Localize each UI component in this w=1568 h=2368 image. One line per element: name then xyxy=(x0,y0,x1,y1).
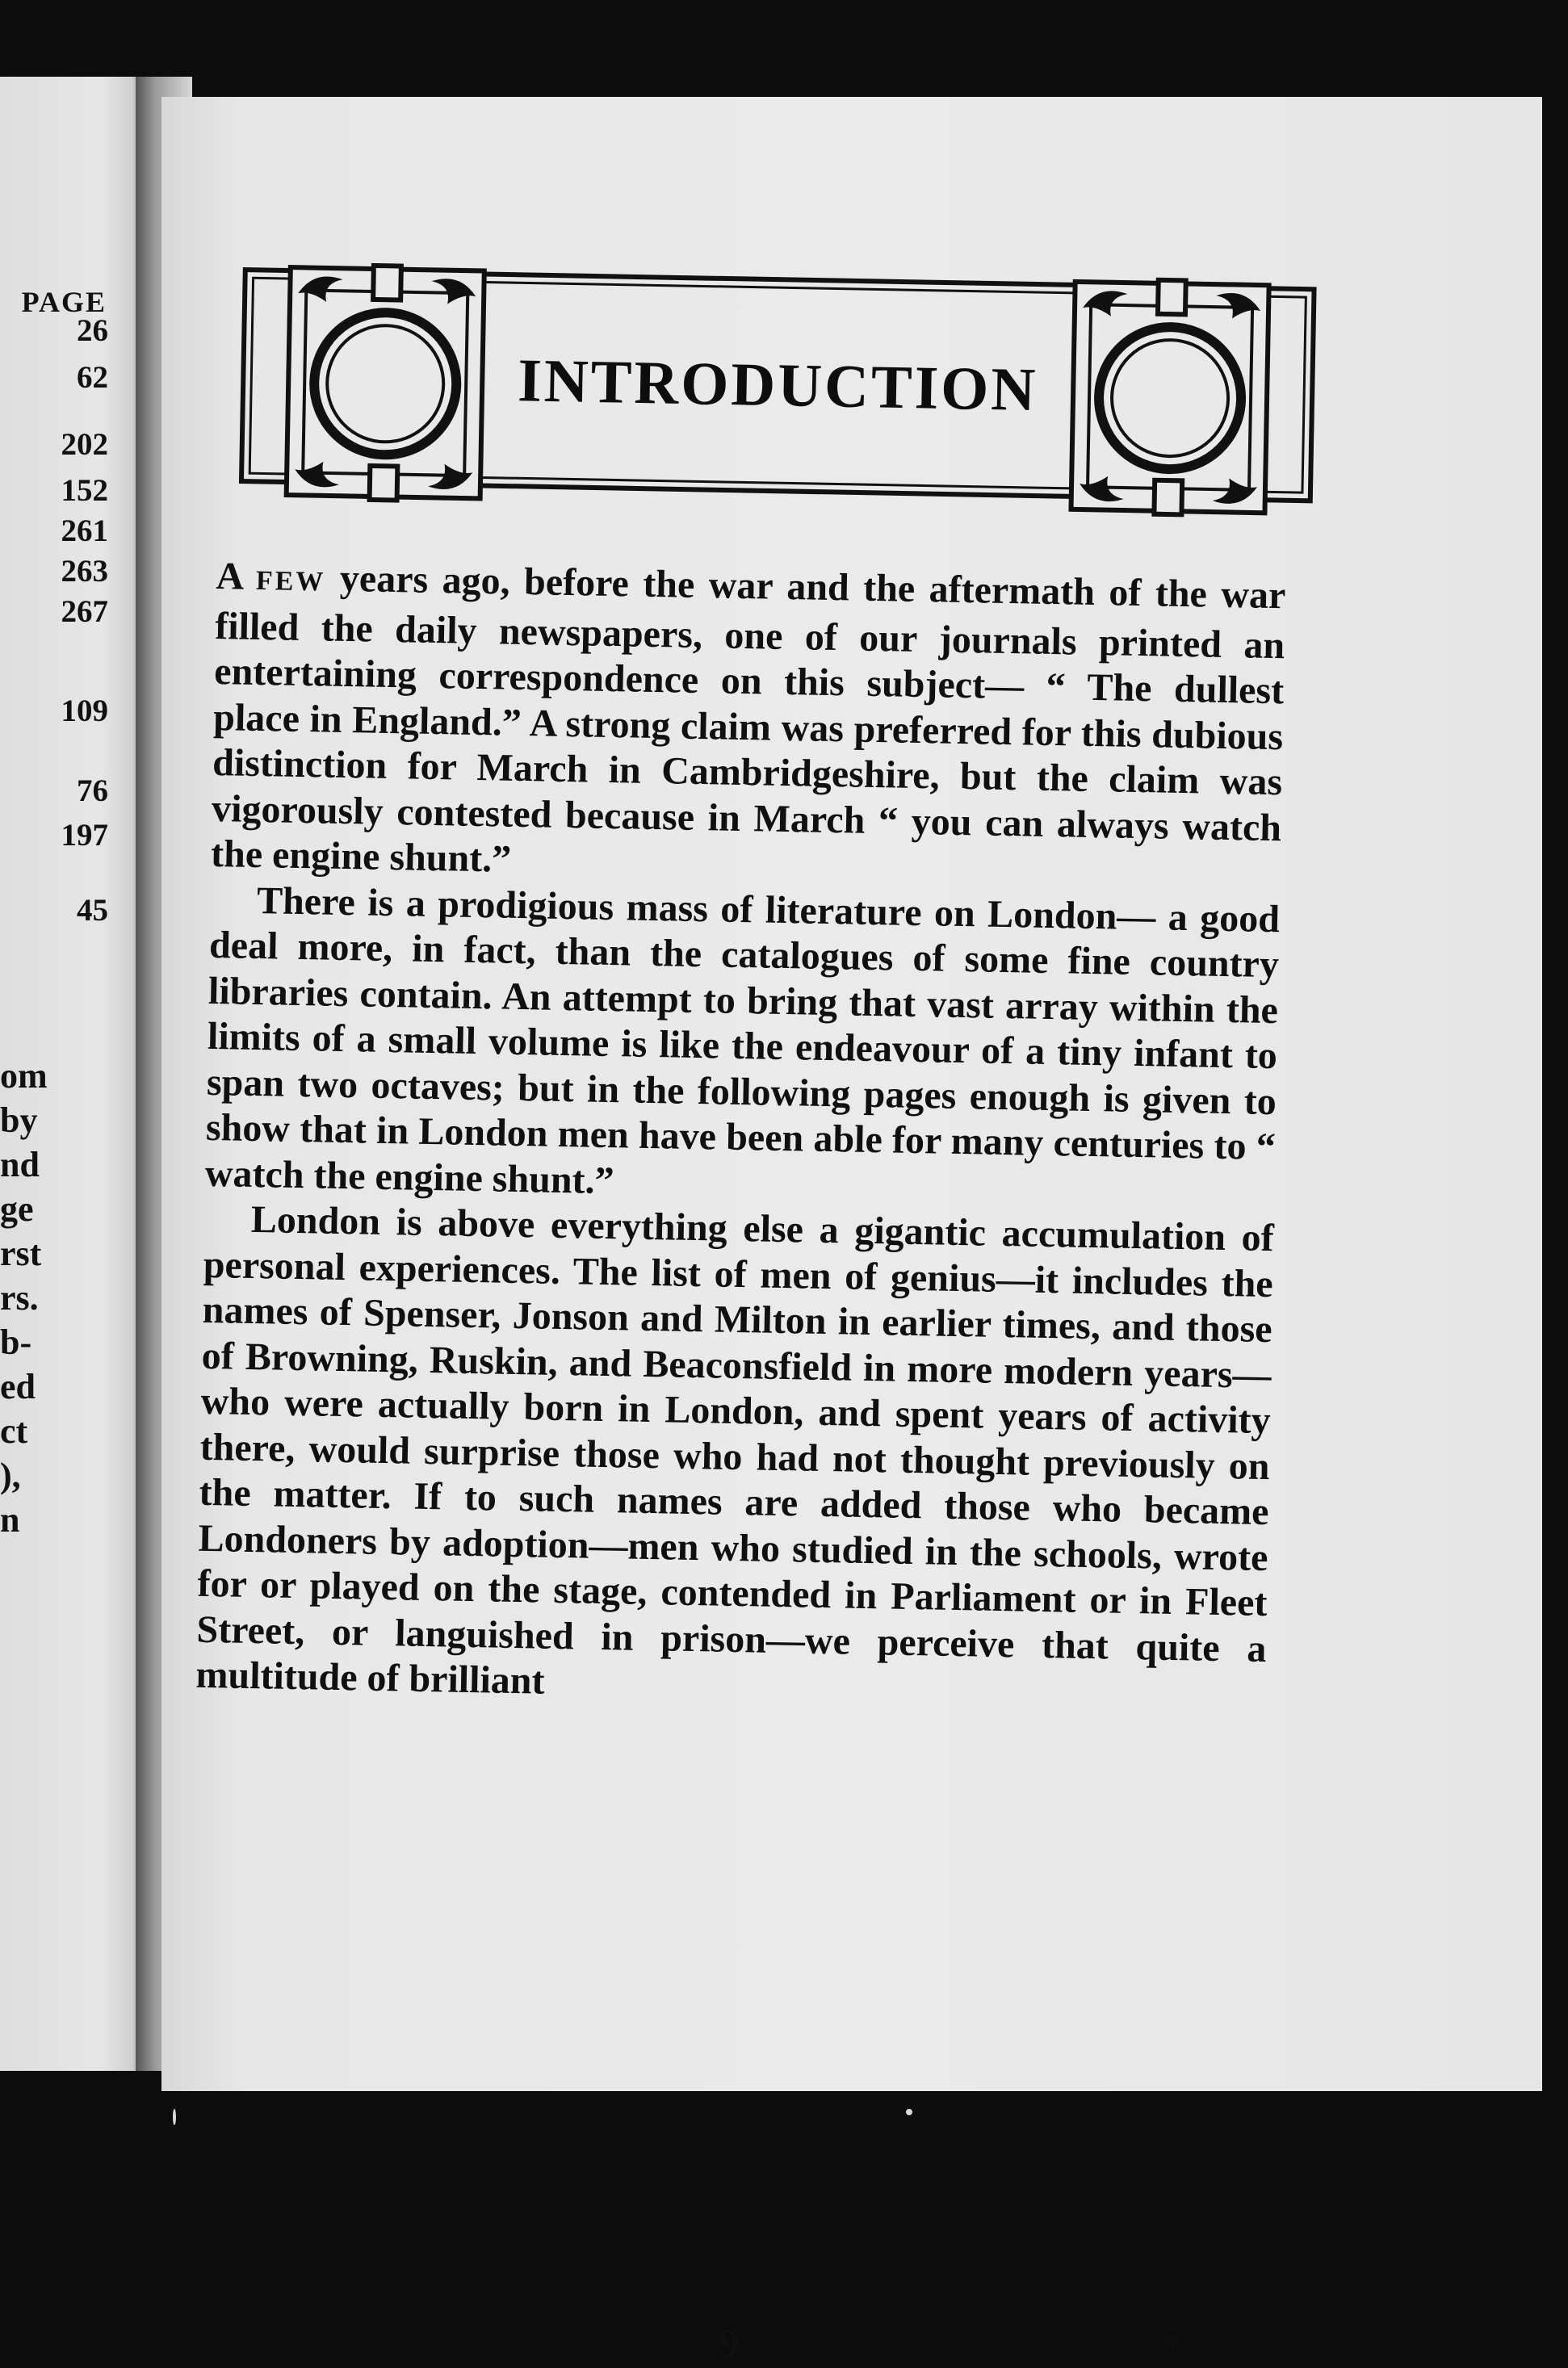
text-fragment: ed xyxy=(0,1367,36,1406)
toc-page-number: 267 xyxy=(61,594,108,629)
toc-page-number: 62 xyxy=(77,360,108,395)
dust-speck xyxy=(173,2109,176,2125)
toc-page-number: 202 xyxy=(61,427,108,462)
text-fragment: by xyxy=(0,1100,38,1140)
dust-speck xyxy=(906,2109,912,2115)
paragraph-smallcaps: FEW xyxy=(255,565,326,597)
text-fragment: b- xyxy=(0,1322,32,1362)
text-fragment: rs. xyxy=(0,1278,39,1318)
signature-mark: * xyxy=(1163,2326,1181,2367)
body-text xyxy=(195,554,1286,1718)
paragraph-text: years ago, before the war and the aftermath of the war filled the daily newspapers, one of our journals printed an entertaining correspondence on this subject— “ The dullest place in England.” A strong claim was preferred for this dubious distinction for March in Cambridgeshire, but the claim was vigorously contested because in March “ you can always watch the engine shunt.” xyxy=(210,556,1286,881)
page-column-header: PAGE xyxy=(21,286,107,318)
paragraph xyxy=(211,554,1286,897)
text-fragment: om xyxy=(0,1056,48,1096)
text-fragment: rst xyxy=(0,1234,42,1273)
toc-page-number: 45 xyxy=(77,893,108,928)
chapter-heading: INTRODUCTION xyxy=(517,346,1039,425)
toc-page-number: 109 xyxy=(61,694,108,728)
paragraph-lead: A xyxy=(216,554,257,598)
text-fragment: nd xyxy=(0,1145,40,1184)
toc-page-number: 152 xyxy=(61,473,108,508)
text-fragment: ct xyxy=(0,1411,28,1451)
toc-page-number: 26 xyxy=(77,313,108,348)
text-fragment: n xyxy=(0,1500,20,1540)
page-number: 9 xyxy=(719,2320,739,2365)
toc-page-number: 263 xyxy=(61,554,108,589)
heading-banner xyxy=(237,260,1317,526)
previous-page-edge xyxy=(0,77,144,2071)
toc-page-number: 261 xyxy=(61,513,108,548)
paragraph: There is a prodigious mass of literature on London— a good deal more, in fact, than the catalogues of some fine country libraries contain. An attempt to bring that vast array within the limits of a small volume is like the endeavour of a tiny infant to span two octaves; but in the following pages enough is given to show that in London men have been able for many centuries to “ watch the engine shunt.” xyxy=(204,878,1281,1202)
text-fragment: ), xyxy=(0,1456,21,1495)
toc-page-number: 76 xyxy=(77,773,108,808)
text-fragment: ge xyxy=(0,1189,34,1229)
paragraph: London is above everything else a gigantic accumulation of personal experiences. The list of men of genius—it includes the names of Spenser, Jonson and Milton in earlier times, and those of Browning, Ruskin, and Beaconsfield in more modern years—who were actually born in London, and spent years of activity there, would surprise those who had not thought previously on the matter. If to such names are added those who became Londoners by adoption—men who studied in the schools, wrote for or played on the stage, contended in Parliament or in Fleet Street, or languished in prison—we perceive that quite a multitude of brilliant xyxy=(195,1197,1275,1703)
toc-page-number: 197 xyxy=(61,818,108,853)
